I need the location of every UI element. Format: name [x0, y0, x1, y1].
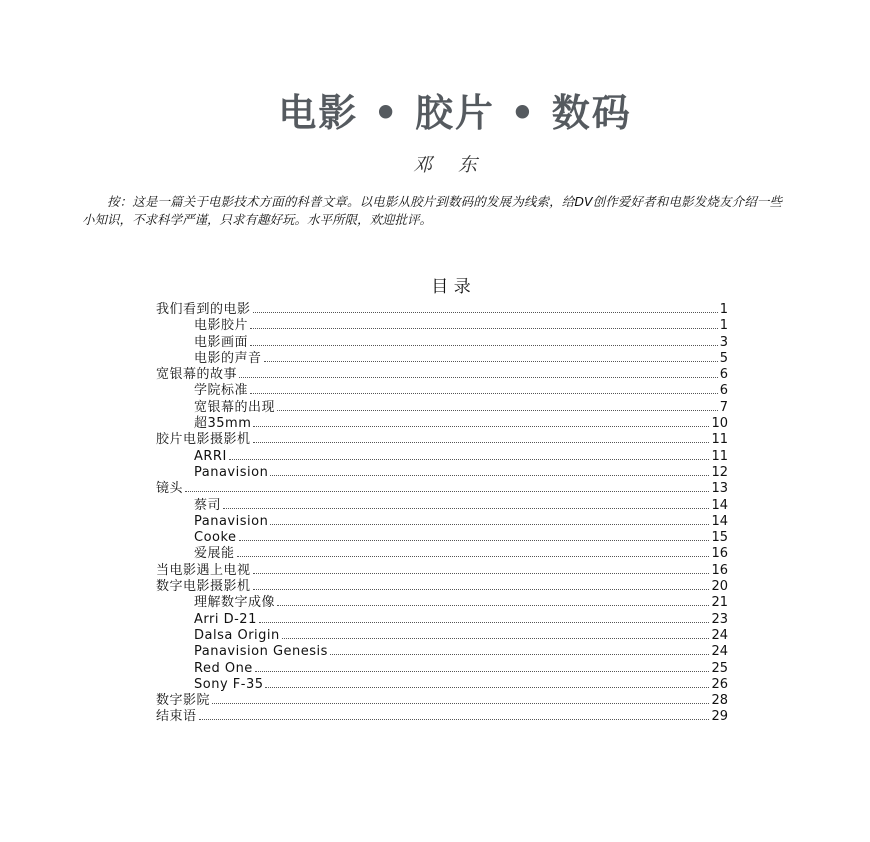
document-title: 电影 • 胶片 • 数码 [278, 91, 632, 135]
toc-entry-section[interactable] [156, 661, 728, 677]
toc-leader-dots [239, 540, 710, 541]
toc-entry-section[interactable] [156, 416, 728, 432]
toc-leader-dots [185, 491, 709, 492]
editor-note: 按：这是一篇关于电影技术方面的科普文章。以电影从胶片到数码的发展为线索，给DV创作爱好者和电影发烧友介绍一些小知识，不求科学严谨，只求有趣好玩。水平所限，欢迎批评。 [82, 194, 782, 227]
toc-leader-dots [253, 442, 710, 443]
toc-entry-label: 理解数字成像 [194, 595, 276, 611]
toc-entry-page: 25 [711, 660, 728, 676]
toc-entry-page: 23 [711, 611, 728, 627]
toc-entry-page: 14 [711, 513, 728, 529]
toc-entry-page: 5 [719, 350, 728, 366]
toc-entry-chapter[interactable] [156, 693, 728, 709]
toc-entry-label: 电影胶片 [194, 318, 249, 334]
toc-entry-page: 16 [711, 562, 728, 578]
toc-leader-dots [270, 475, 709, 476]
toc-entry-section[interactable] [156, 546, 728, 562]
toc-entry-label: 当电影遇上电视 [156, 562, 251, 578]
toc-entry-page: 16 [711, 546, 728, 562]
toc-entry-page: 11 [711, 448, 728, 464]
toc-leader-dots [277, 605, 709, 606]
toc-entry-section[interactable] [156, 400, 728, 416]
toc-entry-section[interactable] [156, 335, 728, 351]
toc-entry-label: 学院标准 [194, 383, 249, 399]
toc-entry-label: 数字影院 [156, 693, 211, 709]
toc-leader-dots [330, 654, 710, 655]
toc-entry-section[interactable] [156, 465, 728, 481]
toc-entry-page: 24 [711, 644, 728, 660]
toc-entry-label: Cooke [194, 530, 237, 546]
toc-entry-label: Sony F-35 [194, 676, 264, 692]
toc-entry-page: 6 [719, 367, 728, 383]
toc-leader-dots [264, 361, 718, 362]
toc-entry-label: Panavision [194, 513, 269, 529]
toc-leader-dots [199, 719, 710, 720]
toc-leader-dots [223, 508, 709, 509]
toc-entry-page: 1 [719, 302, 728, 317]
toc-entry-chapter[interactable] [156, 709, 728, 725]
table-of-contents [156, 302, 728, 726]
toc-entry-section[interactable] [156, 644, 728, 660]
toc-leader-dots [255, 671, 710, 672]
toc-entry-chapter[interactable] [156, 432, 728, 448]
toc-leader-dots [253, 589, 710, 590]
author-name: 邓 东 [412, 154, 488, 176]
toc-entry-label: Arri D-21 [194, 611, 257, 627]
toc-entry-page: 24 [711, 627, 728, 643]
toc-entry-chapter[interactable] [156, 579, 728, 595]
toc-entry-section[interactable] [156, 628, 728, 644]
toc-entry-page: 28 [711, 693, 728, 709]
toc-entry-label: 宽银幕的故事 [156, 367, 238, 383]
toc-leader-dots [229, 459, 710, 460]
toc-entry-section[interactable] [156, 514, 728, 530]
toc-entry-section[interactable] [156, 498, 728, 514]
toc-entry-section[interactable] [156, 677, 728, 693]
toc-entry-label: 结束语 [156, 709, 197, 725]
toc-entry-page: 14 [711, 497, 728, 513]
toc-entry-section[interactable] [156, 351, 728, 367]
toc-entry-section[interactable] [156, 595, 728, 611]
toc-leader-dots [253, 312, 718, 313]
toc-entry-page: 3 [719, 334, 728, 350]
toc-entry-page: 7 [719, 399, 728, 415]
toc-entry-section[interactable] [156, 449, 728, 465]
toc-entry-page: 12 [711, 464, 728, 480]
toc-entry-label: 宽银幕的出现 [194, 399, 276, 415]
toc-leader-dots [212, 703, 709, 704]
toc-entry-section[interactable] [156, 612, 728, 628]
toc-leader-dots [270, 524, 709, 525]
toc-leader-dots [253, 426, 709, 427]
toc-entry-label: 蔡司 [194, 497, 222, 513]
toc-entry-page: 6 [719, 383, 728, 399]
toc-leader-dots [277, 410, 718, 411]
toc-entry-page: 26 [711, 676, 728, 692]
toc-entry-chapter[interactable] [156, 367, 728, 383]
toc-entry-page: 29 [711, 709, 728, 725]
toc-entry-page: 21 [711, 595, 728, 611]
toc-entry-chapter[interactable] [156, 563, 728, 579]
toc-leader-dots [253, 573, 710, 574]
toc-entry-label: 爱展能 [194, 546, 235, 562]
toc-entry-chapter[interactable] [156, 302, 728, 318]
toc-entry-page: 13 [711, 481, 728, 497]
toc-entry-label: 超35mm [194, 416, 252, 432]
toc-entry-label: 数字电影摄影机 [156, 579, 251, 595]
toc-leader-dots [239, 377, 718, 378]
toc-entry-page: 20 [711, 579, 728, 595]
toc-entry-label: Panavision [194, 464, 269, 480]
toc-entry-section[interactable] [156, 318, 728, 334]
toc-leader-dots [250, 345, 718, 346]
toc-leader-dots [250, 328, 718, 329]
toc-entry-page: 15 [711, 530, 728, 546]
toc-entry-label: 电影的声音 [194, 350, 262, 366]
toc-heading: 目 录 [431, 277, 471, 297]
toc-entry-label: Red One [194, 660, 253, 676]
toc-leader-dots [250, 393, 718, 394]
toc-leader-dots [265, 687, 709, 688]
toc-entry-label: 镜头 [156, 481, 184, 497]
toc-entry-label: 电影画面 [194, 334, 249, 350]
toc-entry-page: 11 [711, 432, 728, 448]
toc-entry-label: 胶片电影摄影机 [156, 432, 251, 448]
toc-entry-section[interactable] [156, 383, 728, 399]
toc-entry-chapter[interactable] [156, 481, 728, 497]
toc-entry-section[interactable] [156, 530, 728, 546]
toc-leader-dots [237, 556, 710, 557]
toc-entry-page: 10 [711, 416, 728, 432]
toc-entry-page: 1 [719, 318, 728, 334]
toc-entry-label: Dalsa Origin [194, 627, 280, 643]
toc-leader-dots [282, 638, 710, 639]
toc-entry-label: ARRI [194, 448, 227, 464]
toc-entry-label: Panavision Genesis [194, 644, 328, 660]
toc-entry-label: 我们看到的电影 [156, 302, 251, 317]
toc-leader-dots [259, 622, 710, 623]
